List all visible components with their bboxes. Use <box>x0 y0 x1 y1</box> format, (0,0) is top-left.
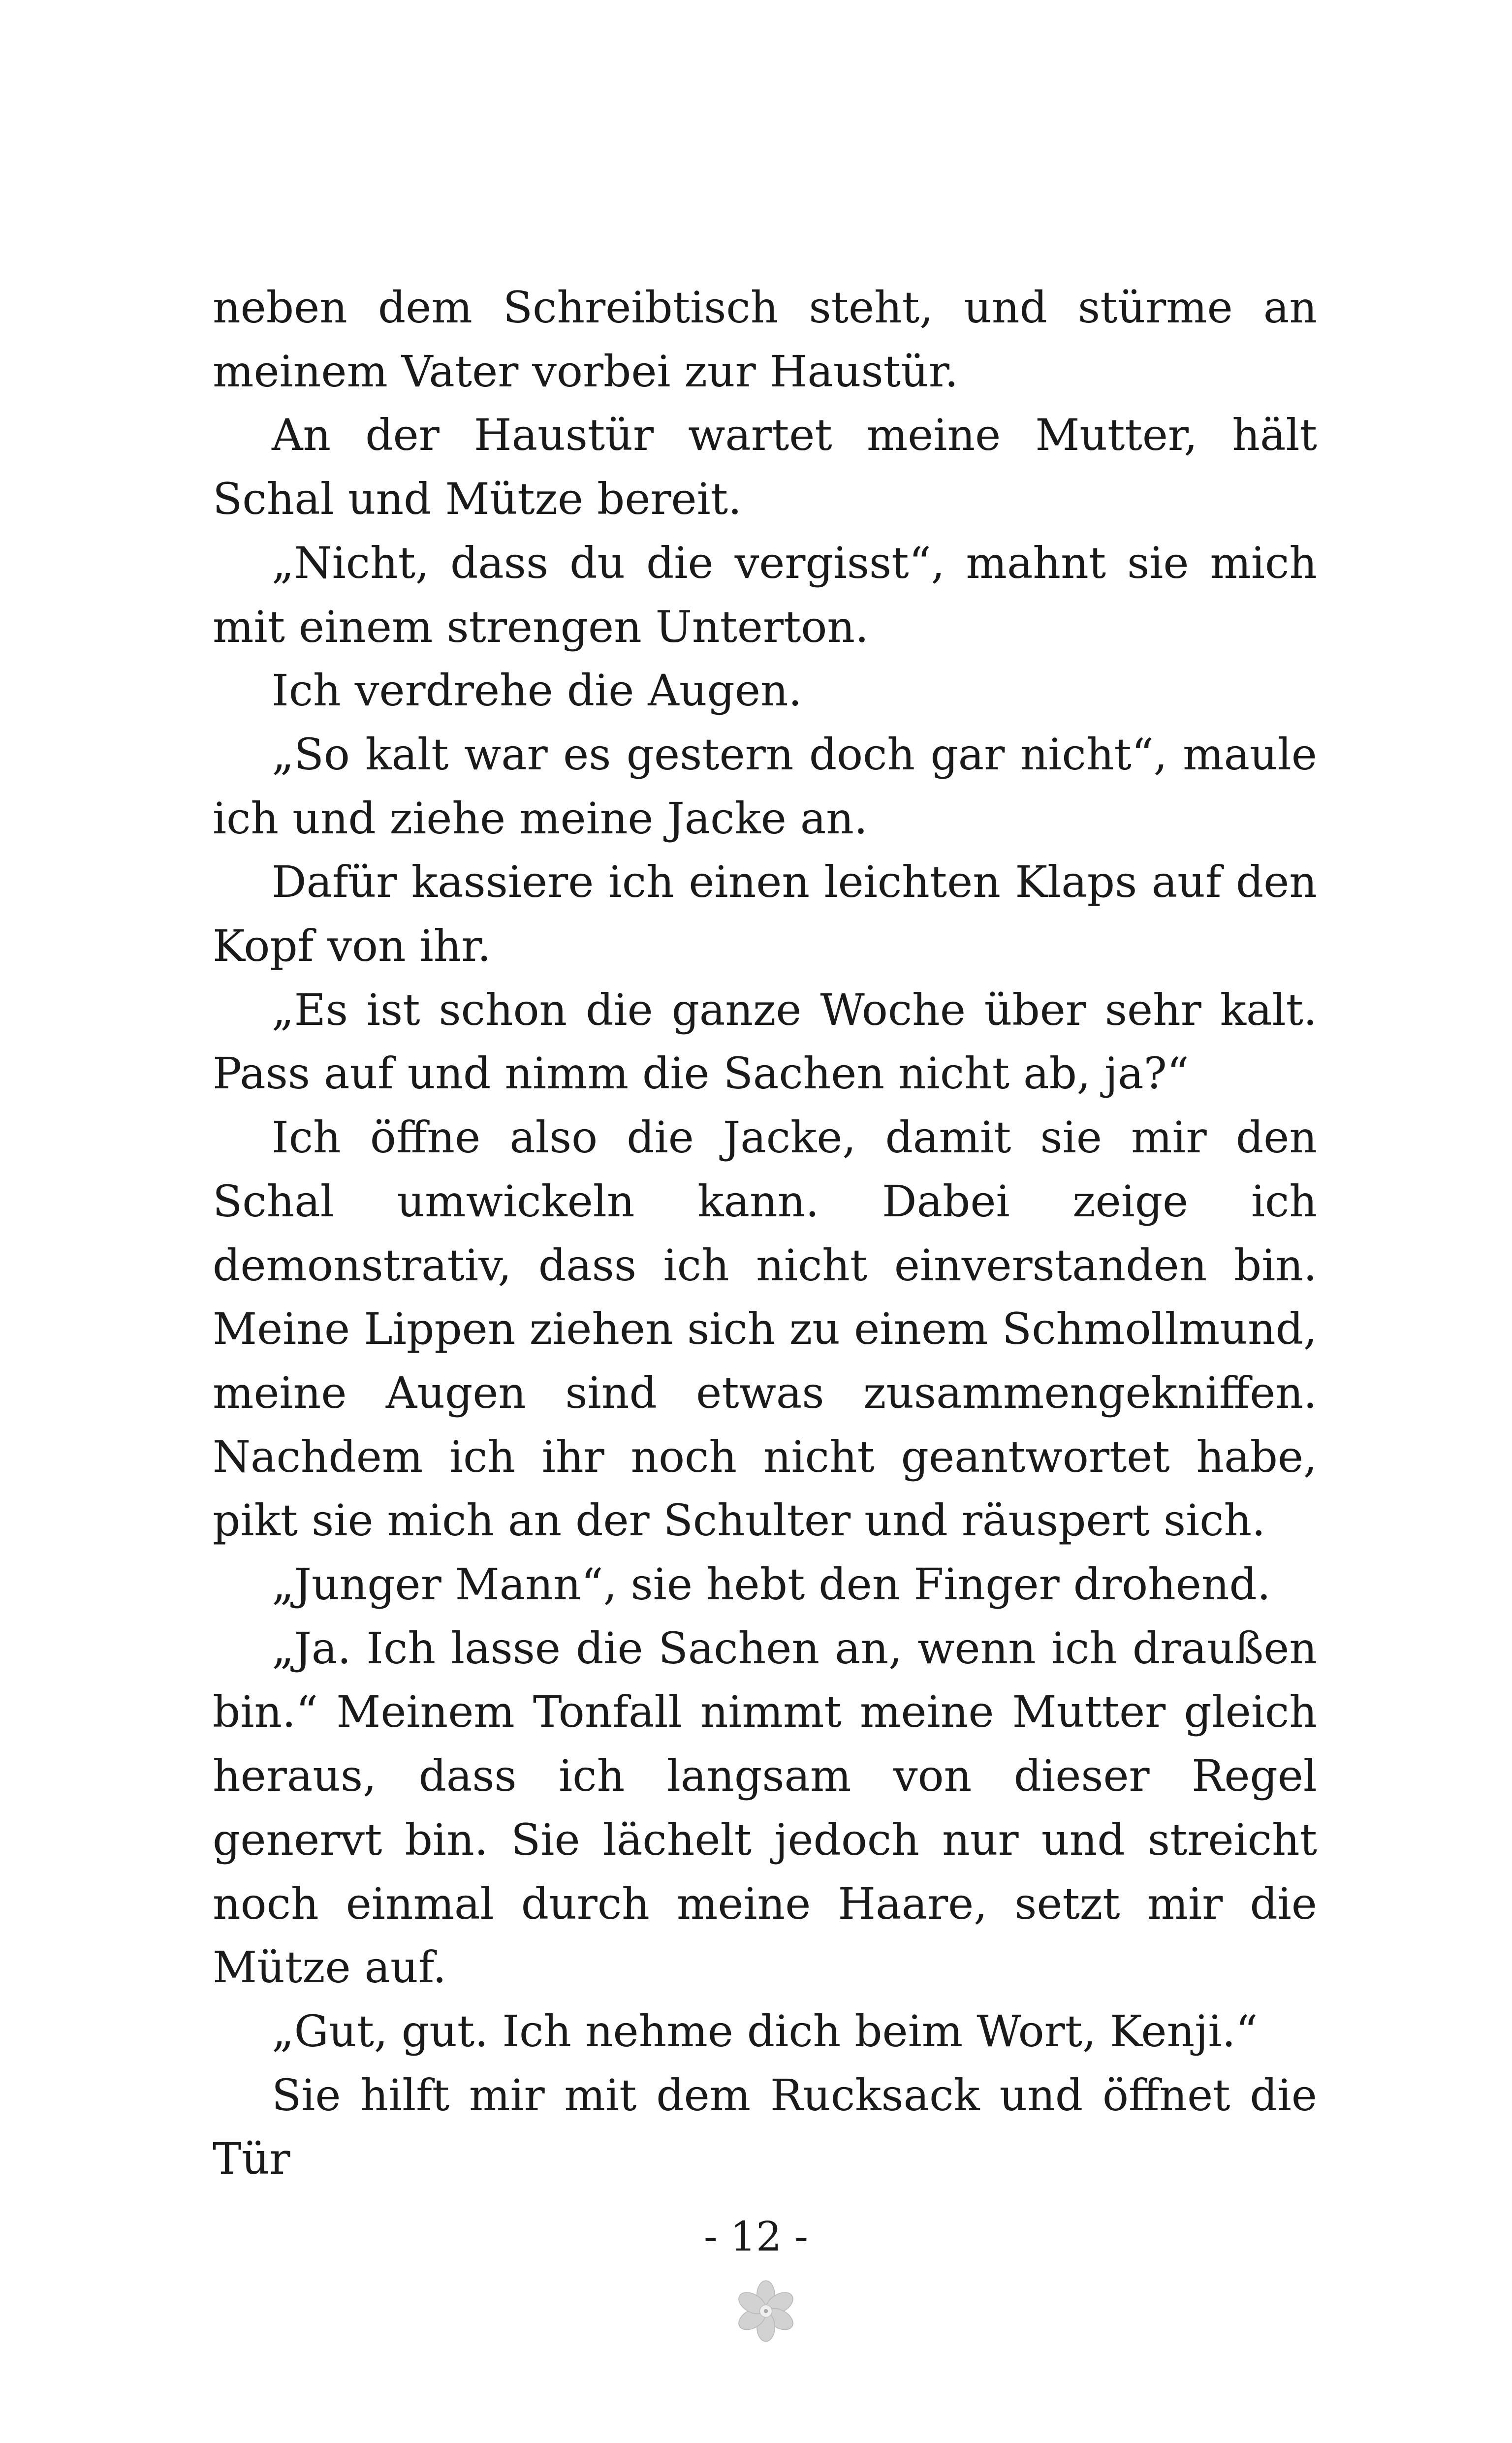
flower-icon <box>731 2277 800 2346</box>
paragraph: Sie hilft mir mit dem Rucksack und öffnet die Tür <box>213 2069 1317 2185</box>
paragraph: Ich öffne also die Jacke, damit sie mir den Schal umwickeln kann. Dabei zeige ich demonstrativ, dass ich nicht einverstanden bin. Meine Lippen ziehen sich zu einem Schmollmund, meine Augen sind etwas zusammengekniffen. Nachdem ich ihr noch nicht geantwortet habe, pikt sie mich an der Schulter und räuspert sich. <box>213 1112 1317 1546</box>
paragraph: „Ja. Ich lasse die Sachen an, wenn ich draußen bin.“ Meinem Tonfall nimmt meine Mutter gleich heraus, dass ich langsam von dieser Regel genervt bin. Sie lächelt jedoch nur und streicht noch einmal durch meine Haare, setzt mir die Mütze auf. <box>213 1622 1317 1993</box>
body-text <box>213 276 1317 2191</box>
paragraph: „So kalt war es gestern doch gar nicht“, maule ich und ziehe meine Jacke an. <box>213 729 1317 844</box>
paragraph: An der Haustür wartet meine Mutter, hält Schal und Mütze bereit. <box>213 410 1317 525</box>
paragraph: „Gut, gut. Ich nehme dich beim Wort, Kenji.“ <box>272 2005 1258 2057</box>
paragraph: „Es ist schon die ganze Woche über sehr kalt. Pass auf und nimm die Sachen nicht ab, ja?“ <box>213 984 1317 1099</box>
page-number: - 12 - <box>704 2214 808 2260</box>
paragraph: neben dem Schreibtisch steht, und stürme an meinem Vater vorbei zur Haustür. <box>213 282 1317 397</box>
paragraph: „Nicht, dass du die vergisst“, mahnt sie mich mit einem strengen Unterton. <box>213 537 1317 652</box>
paragraph: „Junger Mann“, sie hebt den Finger drohend. <box>272 1559 1271 1610</box>
paragraph: Dafür kassiere ich einen leichten Klaps auf den Kopf von ihr. <box>213 857 1317 972</box>
paragraph: Ich verdrehe die Augen. <box>272 665 802 716</box>
